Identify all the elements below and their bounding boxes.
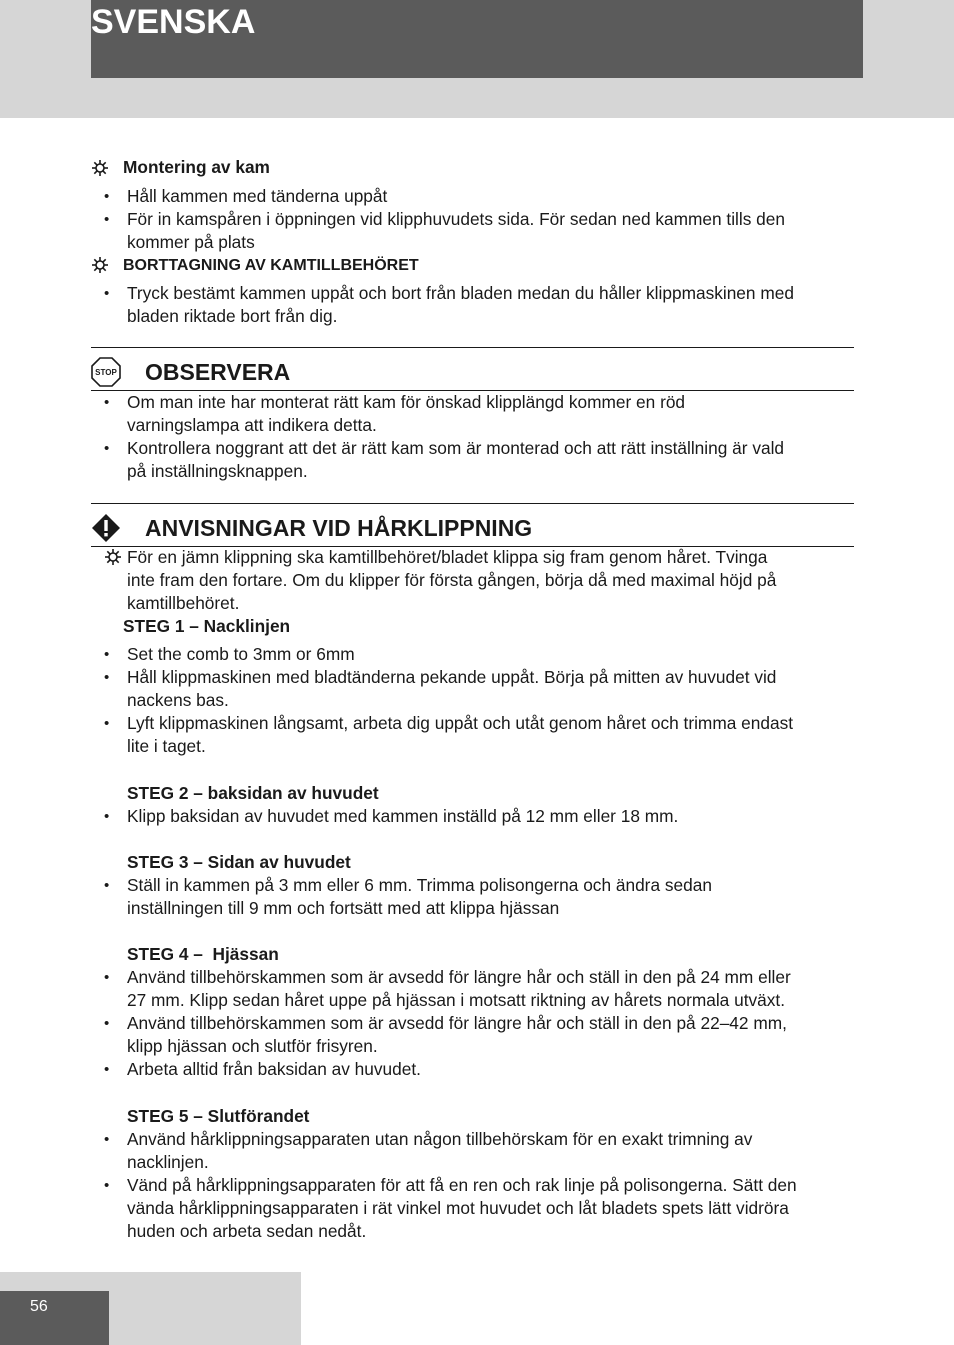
list-item: Använd hårklippningsapparaten utan någon tillbehörskam för en exakt trimning av [127, 1129, 753, 1149]
page-title: SVENSKA [91, 3, 256, 41]
stop-icon-label: STOP [95, 368, 117, 377]
list-item: Använd tillbehörskammen som är avsedd för längre hår och ställ in den på 24 mm eller [127, 967, 791, 987]
list-item-continued: nackens bas. [127, 690, 229, 710]
list-item-continued: klipp hjässan och slutför frisyren. [127, 1036, 378, 1056]
bullet: • [104, 188, 110, 205]
list-item: Klipp baksidan av huvudet med kammen inställd på 12 mm eller 18 mm. [127, 806, 679, 826]
list-item: Håll kammen med tänderna uppåt [127, 186, 388, 206]
step5-heading: STEG 5 – Slutförandet [127, 1106, 310, 1126]
bullet: • [104, 808, 110, 825]
intro-text: kamtillbehöret. [127, 593, 240, 613]
bullet: • [104, 877, 110, 894]
step4-heading: STEG 4 – Hjässan [127, 944, 279, 964]
title-bar [91, 0, 863, 78]
list-item-continued: inställningen till 9 mm och fortsätt med att klippa hjässan [127, 898, 560, 918]
list-item: För in kamspåren i öppningen vid klipphuvudets sida. För sedan ned kammen tills den [127, 209, 786, 229]
list-item-continued: på inställningsknappen. [127, 461, 308, 481]
list-item: Använd tillbehörskammen som är avsedd för längre hår och ställ in den på 22–42 mm, [127, 1013, 787, 1033]
bullet: • [104, 715, 110, 732]
bullet: • [104, 1177, 110, 1194]
intro-text: För en jämn klippning ska kamtillbehöret/bladet klippa sig fram genom håret. Tvinga [127, 547, 768, 567]
bullet: • [104, 394, 110, 411]
list-item: Tryck bestämt kammen uppåt och bort från bladen medan du håller klippmaskinen med [127, 283, 794, 303]
list-item: Arbeta alltid från baksidan av huvudet. [127, 1059, 421, 1079]
list-item: Vänd på hårklippningsapparaten för att få en ren och rak linje på polisongerna. Sätt den [127, 1175, 797, 1195]
list-item: Lyft klippmaskinen långsamt, arbeta dig uppåt och utåt genom håret och trimma endast [127, 713, 794, 733]
page-number-box [0, 1291, 109, 1345]
tip-star-icon [104, 548, 122, 566]
stop-icon [91, 357, 121, 387]
mount-comb-heading: Montering av kam [123, 157, 270, 177]
list-item-continued: vända hårklippningsapparaten i rät vinkel mot huvudet och låt bladets spets lätt vidröra [127, 1198, 789, 1218]
list-item-continued: varningslampa att indikera detta. [127, 415, 377, 435]
section-rule [91, 347, 854, 348]
bullet: • [104, 969, 110, 986]
step1-heading: STEG 1 – Nacklinjen [123, 616, 291, 636]
list-item: Håll klippmaskinen med bladtänderna pekande uppåt. Börja på mitten av huvudet vid [127, 667, 777, 687]
list-item-continued: 27 mm. Klipp sedan håret uppe på hjässan i motsatt riktning av hårets normala utväxt. [127, 990, 785, 1010]
bullet: • [104, 1061, 110, 1078]
intro-text: inte fram den fortare. Om du klipper för första gången, börja då med maximal höjd på [127, 570, 777, 590]
list-item: Om man inte har monterat rätt kam för önskad klipplängd kommer en röd [127, 392, 686, 412]
list-item: Set the comb to 3mm or 6mm [127, 644, 355, 664]
bullet: • [104, 211, 110, 228]
bullet: • [104, 285, 110, 302]
step2-heading: STEG 2 – baksidan av huvudet [127, 783, 379, 803]
list-item: Ställ in kammen på 3 mm eller 6 mm. Trimma polisongerna och ändra sedan [127, 875, 712, 895]
list-item: Kontrollera noggrant att det är rätt kam som är monterad och att rätt inställning är vald [127, 438, 785, 458]
tip-star-icon [91, 159, 109, 177]
bullet: • [104, 669, 110, 686]
bullet: • [104, 1131, 110, 1148]
section-rule [91, 503, 854, 504]
bullet: • [104, 440, 110, 457]
tip-star-icon [91, 256, 109, 274]
bullet: • [104, 1015, 110, 1032]
page-number: 56 [30, 1298, 48, 1315]
list-item-continued: huden och arbeta sedan nedåt. [127, 1221, 367, 1241]
warning-icon [91, 513, 121, 543]
observera-title: OBSERVERA [145, 359, 291, 385]
instructions-title: ANVISNINGAR VID HÅRKLIPPNING [145, 515, 533, 541]
remove-comb-heading: BORTTAGNING AV KAMTILLBEHÖRET [123, 257, 419, 274]
list-item-continued: bladen riktade bort från dig. [127, 306, 338, 326]
list-item-continued: nacklinjen. [127, 1152, 209, 1172]
bullet: • [104, 646, 110, 663]
step3-heading: STEG 3 – Sidan av huvudet [127, 852, 351, 872]
list-item-continued: lite i taget. [127, 736, 206, 756]
list-item-continued: kommer på plats [127, 232, 255, 252]
